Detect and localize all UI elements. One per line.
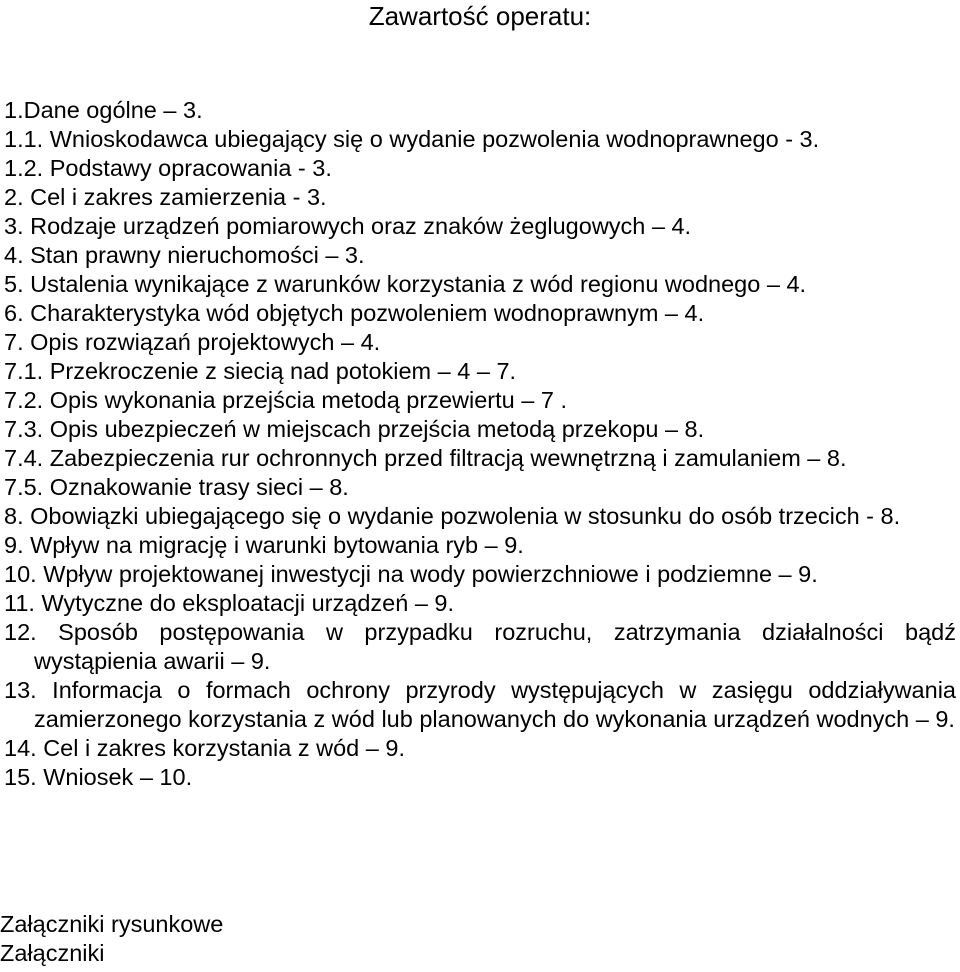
toc-item: 15. Wniosek – 10. (4, 764, 193, 790)
attachment-item: Załączniki rysunkowe (0, 911, 224, 937)
attachments-list (0, 910, 223, 968)
attachment-item: Załączniki (0, 940, 105, 966)
toc-item: 9. Wpływ na migrację i warunki bytowania ryb – 9. (4, 532, 524, 558)
toc-item: 10. Wpływ projektowanej inwestycji na wody powierzchniowe i podziemne – 9. (4, 561, 818, 587)
toc-item: 12. Sposób postępowania w przypadku rozruchu, zatrzymania działalności bądź wystąpienia awarii – 9. (4, 619, 956, 674)
page-title: Zawartość operatu: (368, 1, 592, 31)
toc-item: 4. Stan prawny nieruchomości – 3. (4, 242, 365, 268)
toc-item: 1.Dane ogólne – 3. (4, 97, 203, 123)
toc-item: 13. Informacja o formach ochrony przyrody występujących w zasięgu oddziaływania zamierzonego korzystania z wód lub planowanych do wykonania urządzeń wodnych – 9. (4, 677, 956, 732)
toc-item: 7.4. Zabezpieczenia rur ochronnych przed filtracją wewnętrzną i zamulaniem – 8. (4, 445, 847, 471)
toc-item: 7.5. Oznakowanie trasy sieci – 8. (4, 474, 349, 500)
toc-item: 7. Opis rozwiązań projektowych – 4. (4, 329, 381, 355)
toc-item: 7.1. Przekroczenie z siecią nad potokiem – 4 – 7. (4, 358, 517, 384)
toc-item: 7.2. Opis wykonania przejścia metodą przewiertu – 7 . (4, 387, 567, 413)
toc-item: 3. Rodzaje urządzeń pomiarowych oraz znaków żeglugowych – 4. (4, 213, 692, 239)
toc-item: 8. Obowiązki ubiegającego się o wydanie pozwolenia w stosunku do osób trzecich - 8. (4, 503, 901, 529)
toc-item: 14. Cel i zakres korzystania z wód – 9. (4, 735, 405, 761)
toc-item: 11. Wytyczne do eksploatacji urządzeń – 9. (4, 590, 455, 616)
toc-item: 1.1. Wnioskodawca ubiegający się o wydanie pozwolenia wodnoprawnego - 3. (4, 126, 820, 152)
toc-item: 7.3. Opis ubezpieczeń w miejscach przejścia metodą przekopu – 8. (4, 416, 705, 442)
toc-item: 5. Ustalenia wynikające z warunków korzystania z wód regionu wodnego – 4. (4, 271, 807, 297)
toc-item: 6. Charakterystyka wód objętych pozwoleniem wodnoprawnym – 4. (4, 300, 705, 326)
toc-item: 1.2. Podstawy opracowania - 3. (4, 155, 332, 181)
table-of-contents (4, 96, 956, 792)
toc-item: 2. Cel i zakres zamierzenia - 3. (4, 184, 327, 210)
